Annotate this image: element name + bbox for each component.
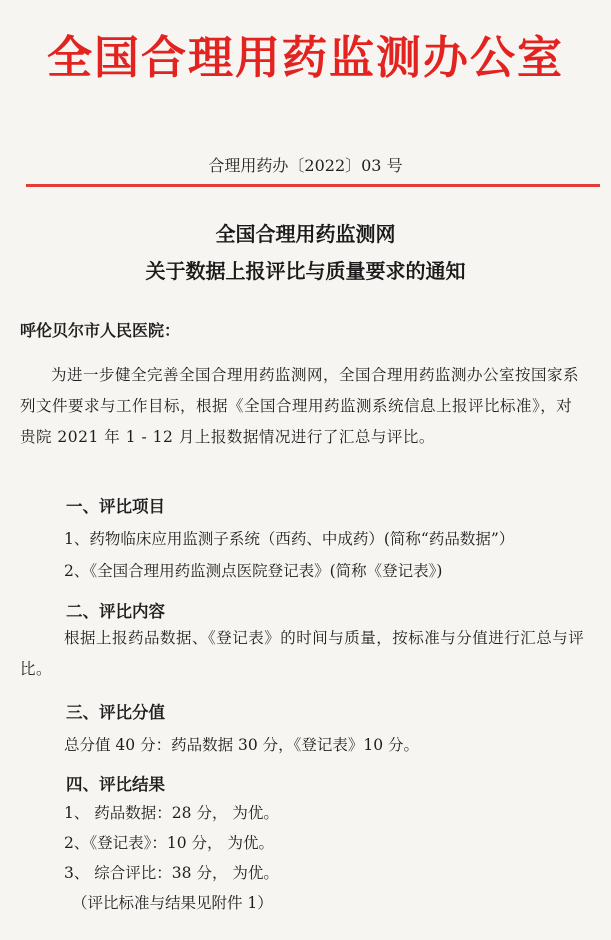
notice-title-line1: 全国合理用药监测网: [215, 222, 396, 246]
result-item: 3、 综合评比：38 分， 为优。: [64, 864, 279, 882]
issuing-office-title: 全国合理用药监测办公室: [46, 31, 564, 84]
score-text: 总分值 40 分：药品数据 30 分，《登记表》10 分。: [64, 736, 420, 754]
result-item: 1、 药品数据：28 分， 为优。: [64, 804, 279, 822]
content-paragraph: 根据上报药品数据、《登记表》的时间与质量，按标准与分值进行汇总与评比。: [20, 629, 585, 678]
section-heading-result: 四、评比结果: [66, 775, 165, 794]
red-divider: [26, 184, 600, 187]
result-item: 2、《登记表》：10 分， 为优。: [64, 834, 274, 852]
section-heading-content: 二、评比内容: [66, 602, 165, 621]
recipient: 呼伦贝尔市人民医院：: [20, 321, 181, 340]
document-number: 合理用药办〔2022〕03 号: [208, 156, 403, 175]
notice-title-line2: 关于数据上报评比与质量要求的通知: [145, 259, 466, 283]
list-item: 1、药物临床应用监测子系统（西药、中成药）(简称“药品数据”）: [64, 530, 515, 548]
attachment-note: （评比标准与结果见附件 1）: [72, 894, 273, 912]
list-item: 2、《全国合理用药监测点医院登记表》(简称《登记表》): [64, 562, 443, 580]
section-heading-score: 三、评比分值: [66, 703, 165, 722]
intro-paragraph: 为进一步健全完善全国合理用药监测网，全国合理用药监测办公室按国家系列文件要求与工作目标，根据《全国合理用药监测系统信息上报评比标准》，对贵院 2021 年 1 - 12 月上报数据情况进行了汇总与评比。: [20, 366, 580, 446]
section-heading-items: 一、评比项目: [66, 497, 165, 516]
